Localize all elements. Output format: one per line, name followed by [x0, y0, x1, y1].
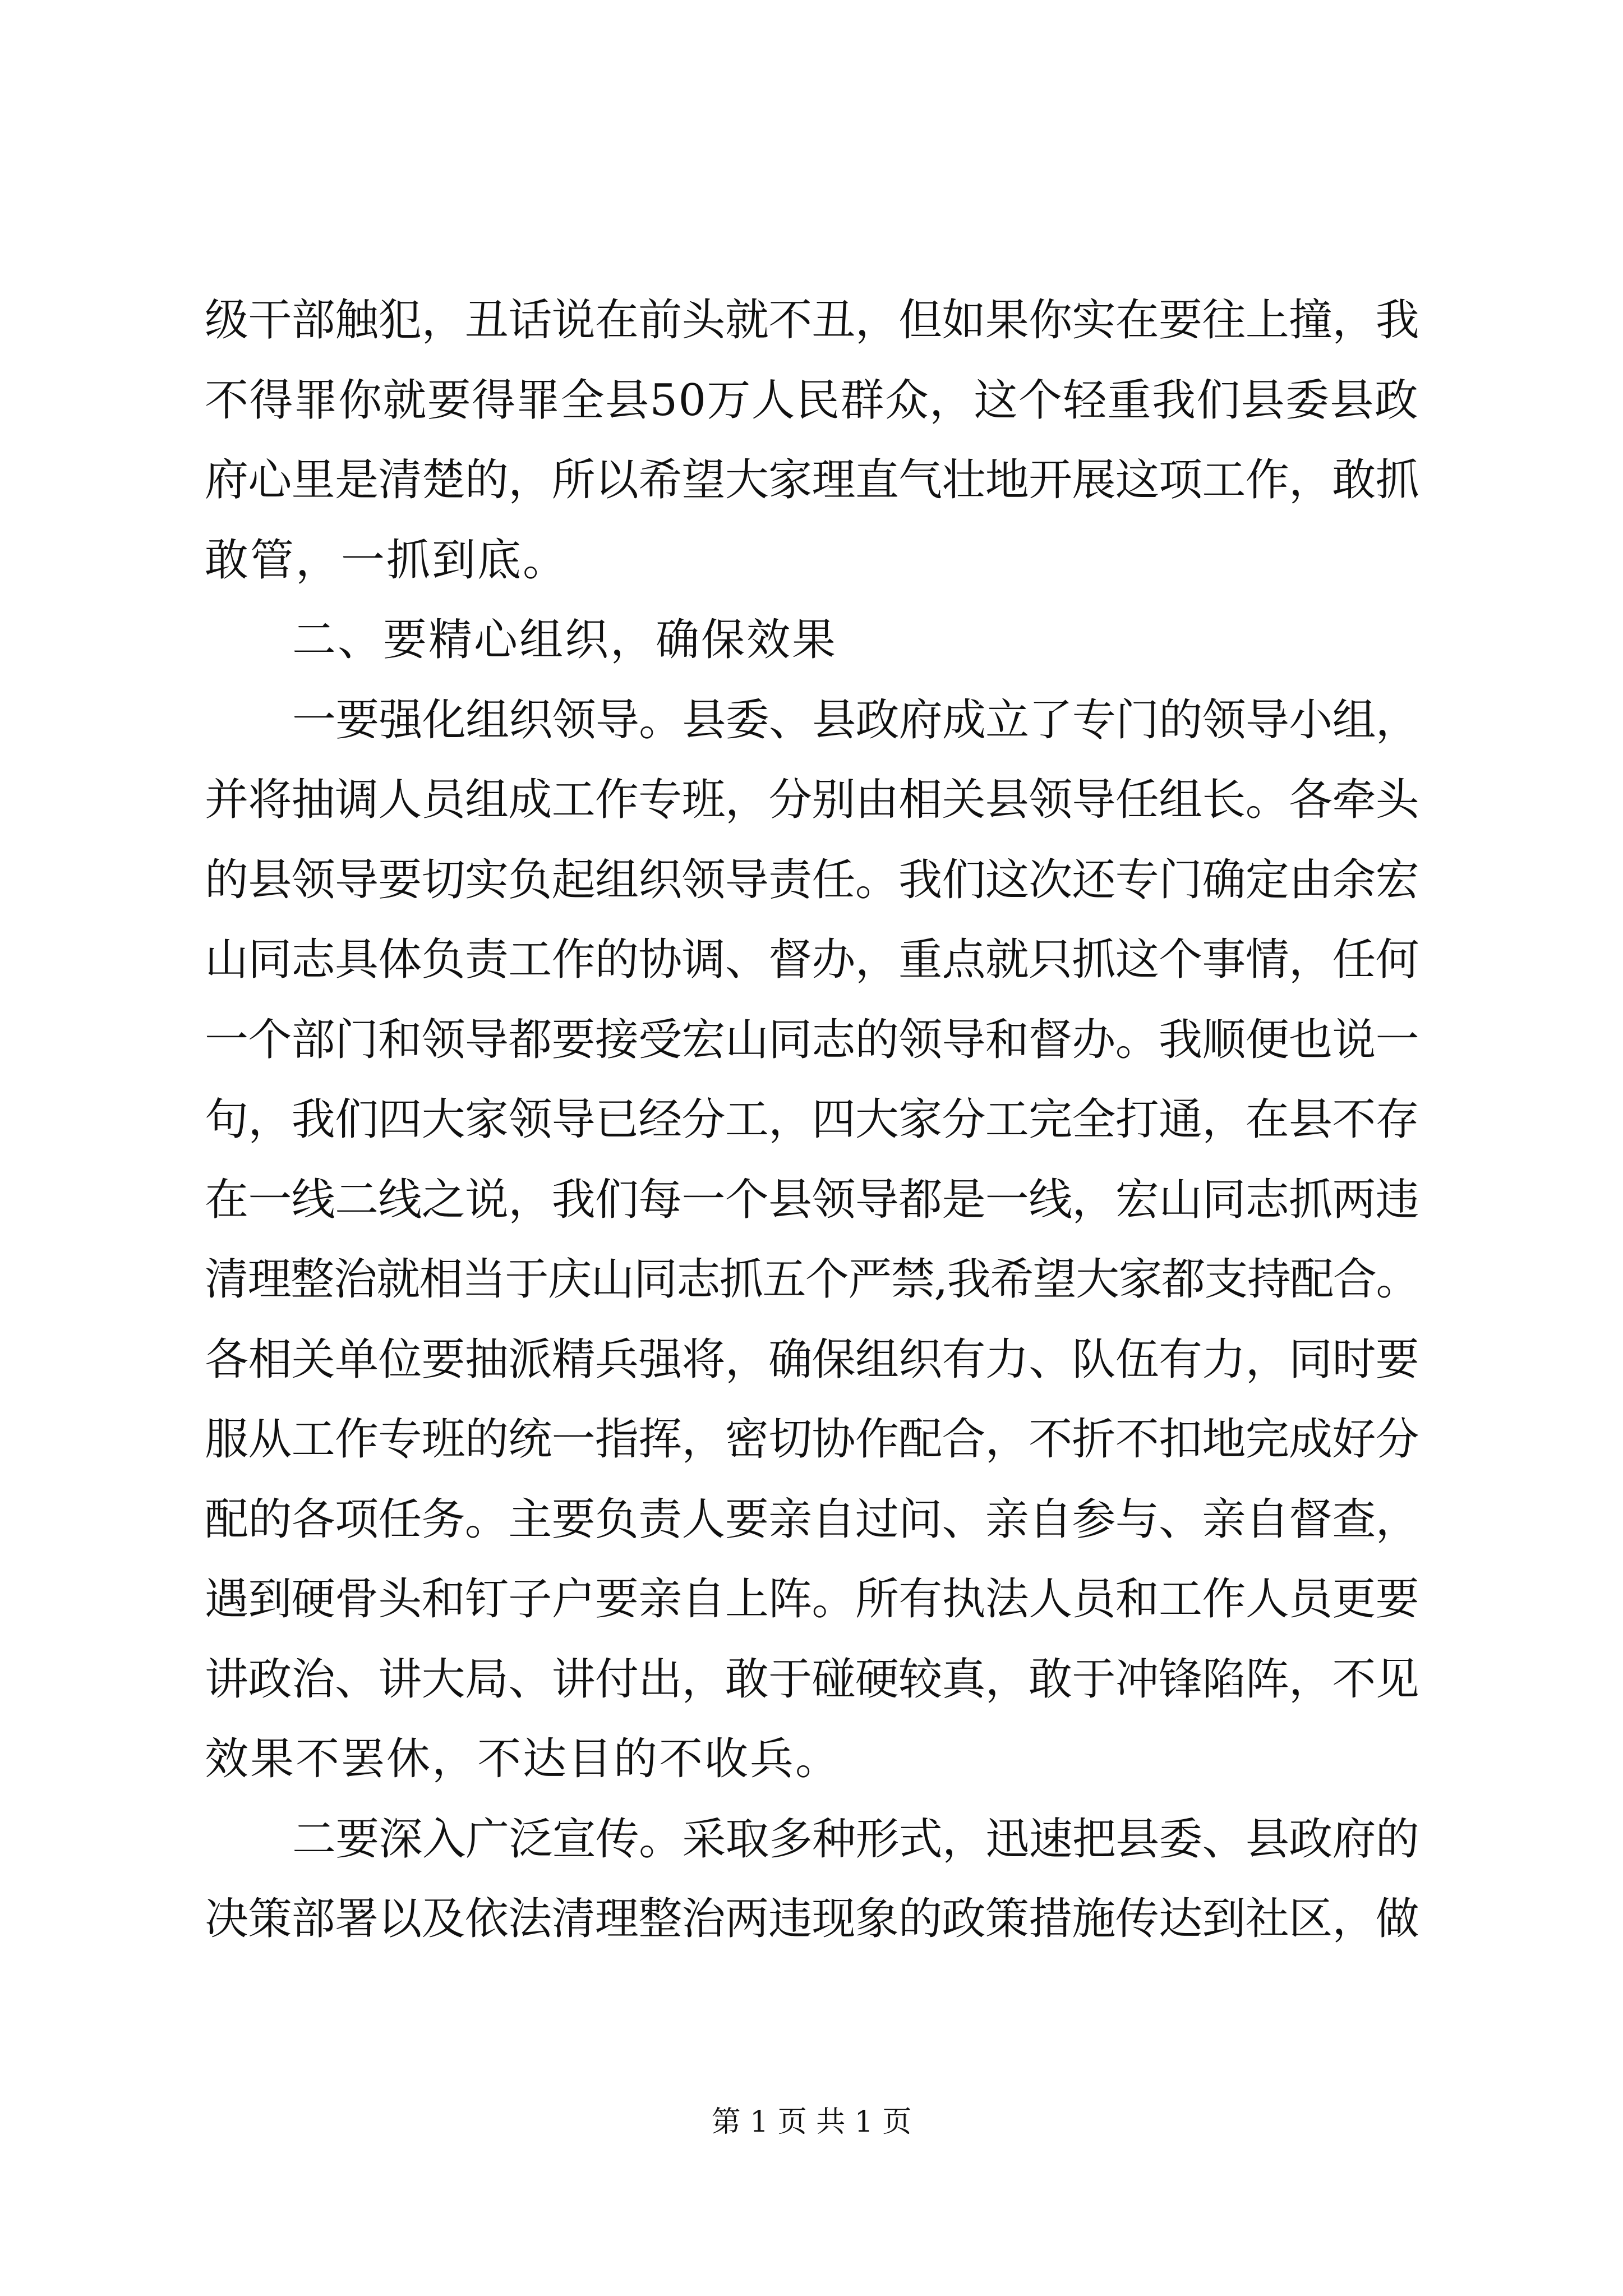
- text-line: 讲政治、讲大局、讲付出，敢于碰硬较真，敢于冲锋陷阵，不见: [205, 1654, 1419, 1705]
- text-line: 敢管，一抓到底。: [205, 535, 569, 586]
- text-line: 级干部触犯，丑话说在前头就不丑，但如果你实在要往上撞，我: [205, 295, 1419, 346]
- document-body: [205, 280, 1419, 1959]
- text-line: 遇到硬骨头和钉子户要亲自上阵。所有执法人员和工作人员更要: [205, 1574, 1419, 1625]
- text-line: 并将抽调人员组成工作专班，分别由相关县领导任组长。各牵头: [205, 775, 1419, 825]
- text-line: 二要深入广泛宣传。采取多种形式，迅速把县委、县政府的: [292, 1814, 1419, 1865]
- text-line: 效果不罢休，不达目的不收兵。: [205, 1734, 841, 1784]
- text-line: 决策部署以及依法清理整治两违现象的政策措施传达到社区，做: [205, 1894, 1419, 1944]
- text-line: 服从工作专班的统一指挥，密切协作配合，不折不扣地完成好分: [205, 1414, 1419, 1465]
- text-line: 在一线二线之说，我们每一个县领导都是一线，宏山同志抓两违: [205, 1174, 1419, 1225]
- text-line: 不得罪你就要得罪全县50万人民群众，这个轻重我们县委县政: [205, 375, 1419, 426]
- page-footer: 第 1 页 共 1 页: [711, 2105, 912, 2139]
- text-line: 一要强化组织领导。县委、县政府成立了专门的领导小组，: [292, 694, 1419, 746]
- text-line: 山同志具体负责工作的协调、督办，重点就只抓这个事情，任何: [205, 935, 1419, 985]
- text-line: 配的各项任务。主要负责人要亲自过问、亲自参与、亲自督查，: [205, 1494, 1419, 1545]
- text-line: 府心里是清楚的，所以希望大家理直气壮地开展这项工作，敢抓: [205, 455, 1419, 505]
- text-line: 的县领导要切实负起组织领导责任。我们这次还专门确定由余宏: [205, 854, 1419, 905]
- text-line: 各相关单位要抽派精兵强将，确保组织有力、队伍有力，同时要: [205, 1334, 1419, 1385]
- text-line: 一个部门和领导都要接受宏山同志的领导和督办。我顺便也说一: [205, 1014, 1419, 1065]
- text-line: 句，我们四大家领导已经分工，四大家分工完全打通，在县不存: [205, 1094, 1419, 1145]
- section-heading: 二、要精心组织，确保效果: [292, 615, 838, 665]
- text-line: 清理整治就相当于庆山同志抓五个严禁,我希望大家都支持配合。: [205, 1254, 1419, 1305]
